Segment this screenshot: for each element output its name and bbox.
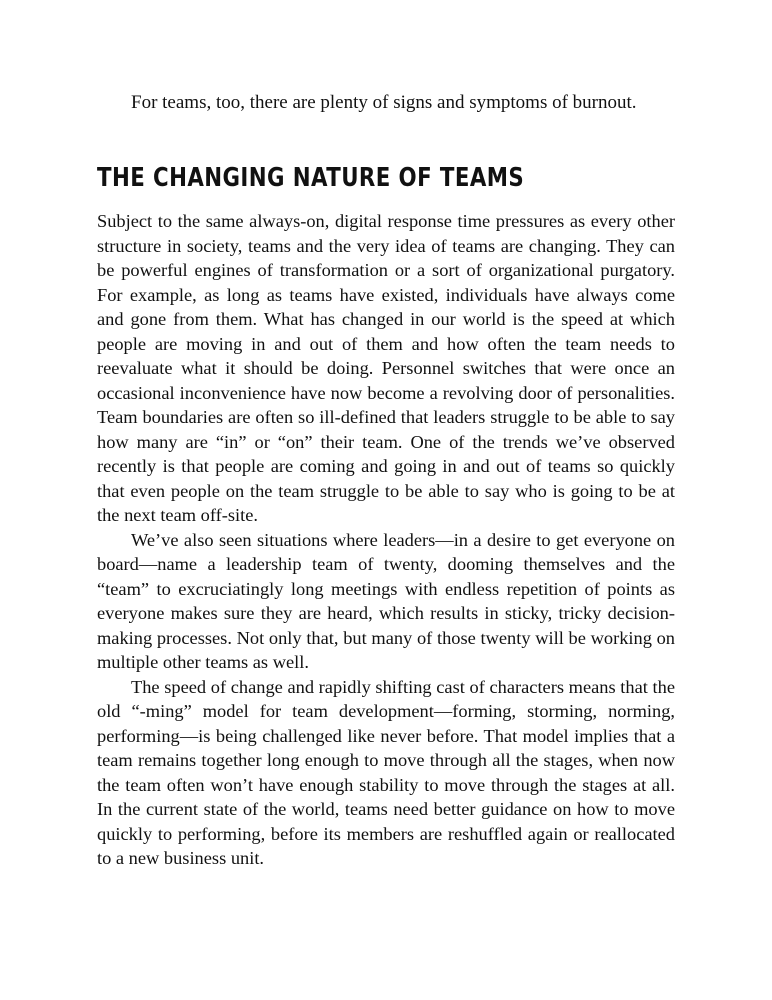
body-paragraph-3: The speed of change and rapidly shifting cast of characters means that the old “-ming” model for team development—forming, storming, norming, performing—is being challenged like never before. That model implies that a team remains together long enough to move through all the stages, when now the team often won’t have enough stability to move through the stages at all. In the current state of the world, teams need better guidance on how to move quickly to performing, before its members are reshuffled again or reallocated to a new business unit. (97, 676, 675, 868)
section-body (97, 209, 675, 871)
body-paragraph-2: We’ve also seen situations where leaders—in a desire to get everyone on board—name a leadership team of twenty, dooming themselves and the “team” to excruciatingly long meetings with endless repetition of points as everyone makes sure they are heard, which results in sticky, tricky decision-making processes. Not only that, but many of those twenty will be working on multiple other teams as well. (97, 529, 675, 672)
lead-line-text: For teams, too, there are plenty of signs and symptoms of burnout. (131, 92, 637, 113)
body-paragraph-1: Subject to the same always-on, digital response time pressures as every other structure in society, teams and the very idea of teams are changing. They can be powerful engines of transformation or a sort of organizational purgatory. For example, as long as teams have existed, individuals have always come and gone from them. What has changed in our world is the speed at which people are moving in and out of them and how often the team needs to reevaluate what it should be doing. Personnel switches that were once an occasional inconvenience have now become a revolving door of personalities. Team boundaries are often so ill-defined that leaders struggle to be able to say how many are “in” or “on” their team. One of the trends we’ve observed recently is that people are coming and going in and out of teams so quickly that even people on the team struggle to be able to say who is going to be at the next team off-site. (97, 211, 675, 525)
section-heading: THE CHANGING NATURE OF TEAMS (97, 163, 525, 193)
